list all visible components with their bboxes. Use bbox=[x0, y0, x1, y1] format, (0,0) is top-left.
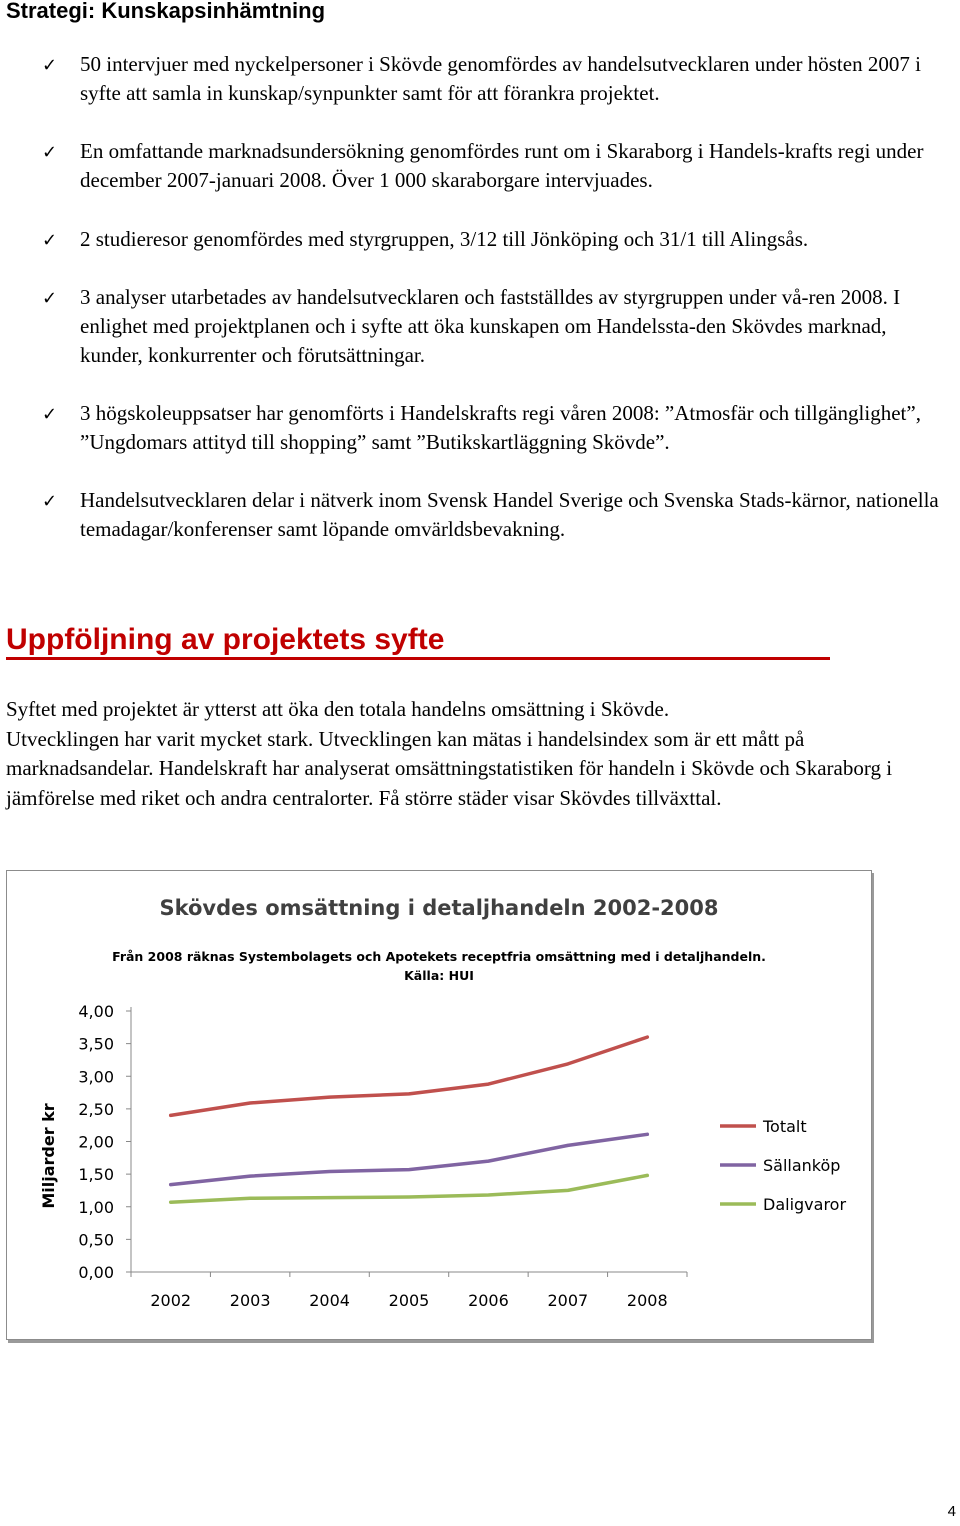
data-point bbox=[249, 1175, 252, 1178]
bullet-text: Handelsutvecklaren delar i nätverk inom Svensk Handel Sverige och Svenska Stads-kärnor, nationella temadagar/konferenser samt löpande omvärldsbevakning. bbox=[80, 488, 939, 541]
heading-underline bbox=[6, 657, 830, 660]
chart-title: Skövdes omsättning i detaljhandeln 2002-2008 bbox=[159, 896, 719, 920]
chart-container bbox=[6, 870, 872, 1340]
y-tick-label: 3,00 bbox=[78, 1067, 114, 1087]
x-tick-label: 2005 bbox=[388, 1291, 430, 1310]
legend-label: Sällanköp bbox=[763, 1156, 841, 1175]
section-heading-uppfoljning: Uppföljning av projektets syfte bbox=[6, 623, 445, 656]
series-line-totalt bbox=[171, 1037, 648, 1115]
bullet-text: 3 högskoleuppsatser har genomförts i Handelskrafts regi våren 2008: ”Atmosfär och tillgänglighet”, ”Ungdomars attityd till shopping” samt ”Butikskartläggning Skövde”. bbox=[80, 401, 921, 454]
chart-subtitle: Från 2008 räknas Systembolagets och Apotekets receptfria omsättning med i detaljhandeln. bbox=[112, 949, 766, 964]
body-paragraph bbox=[6, 695, 952, 813]
data-point bbox=[566, 1062, 569, 1065]
data-point bbox=[328, 1096, 331, 1099]
y-tick-label: 0,00 bbox=[78, 1263, 114, 1282]
data-point bbox=[169, 1183, 172, 1186]
data-point bbox=[249, 1102, 252, 1105]
bullet-text: En omfattande marknadsundersökning genomfördes runt om i Skaraborg i Handels-krafts regi under december 2007-januari 2008. Över 1 000 skaraborgare intervjuades. bbox=[80, 139, 924, 192]
checkmark-icon: ✓ bbox=[42, 404, 58, 425]
x-tick-label: 2004 bbox=[309, 1291, 350, 1310]
x-tick-label: 2008 bbox=[626, 1291, 668, 1310]
page-number: 4 bbox=[947, 1503, 956, 1520]
y-tick-label: 4,00 bbox=[78, 1002, 114, 1021]
data-point bbox=[566, 1144, 569, 1147]
chart-source: Källa: HUI bbox=[404, 968, 474, 983]
y-tick-label: 0,50 bbox=[78, 1230, 114, 1250]
bullet-text: 3 analyser utarbetades av handelsutvecklaren och fastställdes av styrgruppen under vå-ren 2008. I enlighet med projektplanen och i syfte att öka kunskapen om Handelssta-den Skövdes marknad, kunder, konkurrenter och förutsättningar. bbox=[80, 285, 901, 367]
paragraph-line: Syftet med projektet är ytterst att öka den totala handelns omsättning i Skövde. bbox=[6, 697, 670, 721]
x-tick-label: 2002 bbox=[150, 1291, 192, 1310]
y-tick-label: 2,50 bbox=[78, 1099, 114, 1119]
x-tick-label: 2003 bbox=[229, 1291, 271, 1310]
data-point bbox=[169, 1201, 172, 1204]
section-heading-strategi: Strategi: Kunskapsinhämtning bbox=[6, 0, 326, 23]
bullet-text: 2 studieresor genomfördes med styrgruppen, 3/12 till Jönköping och 31/1 till Alingsås. bbox=[80, 227, 809, 251]
data-point bbox=[646, 1036, 649, 1039]
data-point bbox=[408, 1168, 411, 1171]
checkmark-icon: ✓ bbox=[42, 288, 58, 309]
line-chart bbox=[7, 871, 871, 1339]
y-tick-label: 1,00 bbox=[78, 1197, 114, 1217]
checkmark-icon: ✓ bbox=[42, 55, 58, 76]
data-point bbox=[328, 1196, 331, 1199]
checkmark-icon: ✓ bbox=[42, 230, 58, 251]
y-tick-label: 3,50 bbox=[78, 1034, 114, 1054]
y-axis-label: Miljarder kr bbox=[39, 1103, 58, 1209]
legend-label: Totalt bbox=[763, 1117, 807, 1136]
data-point bbox=[328, 1170, 331, 1173]
checkmark-icon: ✓ bbox=[42, 142, 58, 163]
data-point bbox=[487, 1083, 490, 1086]
y-tick-label: 2,00 bbox=[78, 1132, 114, 1152]
bullet-text: 50 intervjuer med nyckelpersoner i Skövde genomfördes av handelsutvecklaren under hösten 2007 i syfte att samla in kunskap/synpunkter samt för att förankra projektet. bbox=[80, 52, 921, 105]
data-point bbox=[566, 1189, 569, 1192]
x-tick-label: 2007 bbox=[547, 1291, 589, 1310]
data-point bbox=[408, 1195, 411, 1198]
y-tick-label: 1,50 bbox=[78, 1165, 114, 1185]
data-point bbox=[487, 1194, 490, 1197]
legend-label: Daligvaror bbox=[763, 1195, 847, 1214]
data-point bbox=[646, 1133, 649, 1136]
x-tick-label: 2006 bbox=[468, 1291, 509, 1310]
data-point bbox=[646, 1174, 649, 1177]
data-point bbox=[169, 1114, 172, 1117]
data-point bbox=[249, 1197, 252, 1200]
data-point bbox=[408, 1092, 411, 1095]
series-line-sällanköp bbox=[171, 1134, 648, 1184]
data-point bbox=[487, 1160, 490, 1163]
checkmark-icon: ✓ bbox=[42, 491, 58, 512]
paragraph-text: Utvecklingen har varit mycket stark. Utvecklingen kan mätas i handelsindex som är ett mått på marknadsandelar. Handelskraft har analyserat omsättningstatistiken för handeln i Skövde och Skaraborg i jämförelse med riket och andra centralorter. Få större städer visar Skövdes tillväxttal. bbox=[6, 726, 893, 810]
